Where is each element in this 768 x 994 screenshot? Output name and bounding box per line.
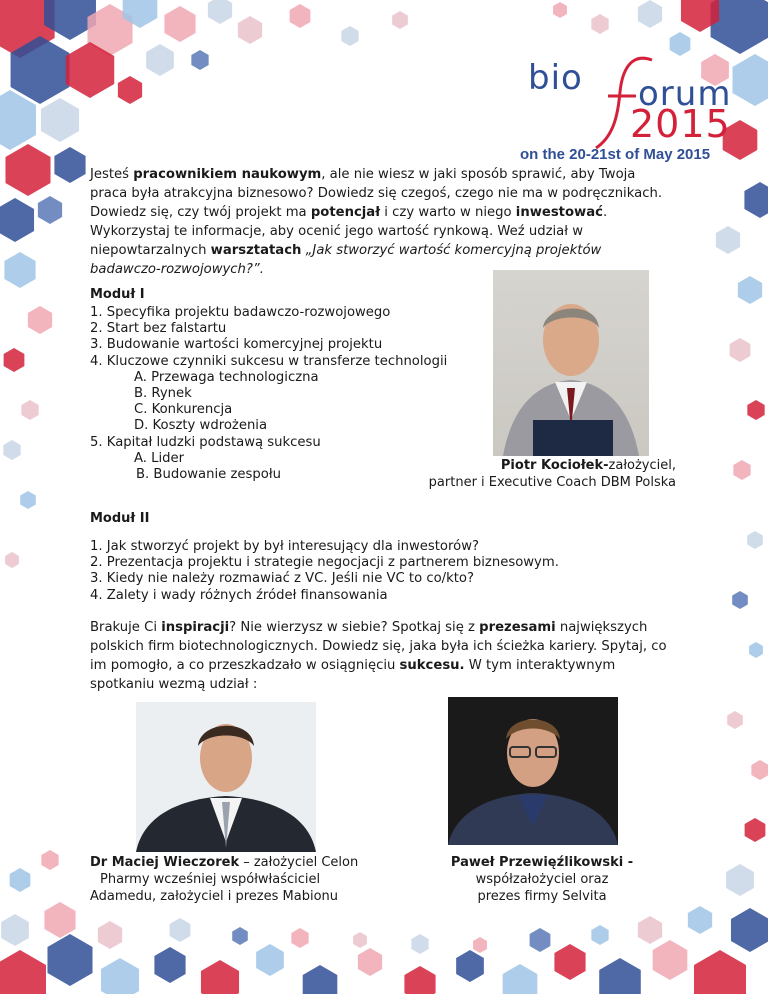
speaker2-photo <box>136 702 316 852</box>
list-item: C. Konkurencja <box>134 402 233 418</box>
list-item: 1. Specyfika projektu badawczo-rozwojowego <box>90 305 391 320</box>
list-item: D. Koszty wdrożenia <box>134 418 268 434</box>
logo-year: 2015 <box>630 102 731 146</box>
list-item: B. Budowanie zespołu <box>136 467 281 483</box>
list-item: 3. Budowanie wartości komercyjnej projektu <box>90 337 383 353</box>
logo-bio: bio <box>528 58 583 98</box>
logo-orum: orum <box>638 74 732 114</box>
list-item: 3. Kiedy nie należy rozmawiać z VC. Jeśli nie VC to co/kto? <box>90 571 474 587</box>
list-item: 1. Jak stworzyć projekt by był interesujący dla inwestorów? <box>90 539 479 554</box>
module1-title: Moduł I <box>90 287 145 302</box>
speaker2-caption: Dr Maciej Wieczorek – założyciel Celon Pharmy wcześniej współwłaściciel Adamedu, założyciel i prezes Mabionu <box>90 855 359 904</box>
list-item: 2. Prezentacja projektu i strategie negocjacji z partnerem biznesowym. <box>90 555 559 571</box>
intro-paragraph: Jesteś pracownikiem naukowym, ale nie wiesz w jaki sposób sprawić, aby Twoja praca była atrakcyjna biznesowo? Dowiedz się czegoś, czego nie ma w podręcznikach. Dowiedz się, czy twój projekt ma potencjał i czy warto w niego inwestować. Wykorzystaj te informacje, aby ocenić jego wartość rynkową. Weź udział w niepowtarzalnych warsztatach „Jak stworzyć wartość komercyjną projektów badawczo-rozwojowych?”. <box>90 167 663 277</box>
list-item: 4. Zalety i wady różnych źródeł finansowania <box>90 587 388 603</box>
event-dates: on the 20-21st of May 2015 <box>520 146 711 163</box>
list-item: 5. Kapitał ludzki podstawą sukcesu <box>90 434 321 450</box>
list-item: 2. Start bez falstartu <box>90 321 227 337</box>
module2-list <box>90 539 559 604</box>
list-item: 4. Kluczowe czynniki sukcesu w transferze technologii <box>90 353 448 369</box>
inspiration-paragraph: Brakuje Ci inspiracji? Nie wierzysz w siebie? Spotkaj się z prezesami największych polskich firm biotechnologicznych. Dowiedz się, jaka była ich ścieżka kariery. Spytaj, co im pomogło, a co przeszkadzało w osiągnięciu sukcesu. W tym interaktywnym spotkaniu wezmą udział : <box>90 620 667 692</box>
speaker1-caption: Piotr Kociołek-założyciel, partner i Executive Coach DBM Polska <box>428 458 676 490</box>
module2-title: Moduł II <box>90 511 150 526</box>
bioforum-logo <box>520 52 740 162</box>
list-item: A. Lider <box>134 450 185 466</box>
speaker3-photo <box>448 697 618 845</box>
speaker1-photo <box>493 270 649 456</box>
list-item: B. Rynek <box>134 386 192 402</box>
list-item: A. Przewaga technologiczna <box>134 369 319 385</box>
speaker3-caption: Paweł Przewięźlikowski - współzałożyciel oraz prezes firmy Selvita <box>450 855 634 904</box>
